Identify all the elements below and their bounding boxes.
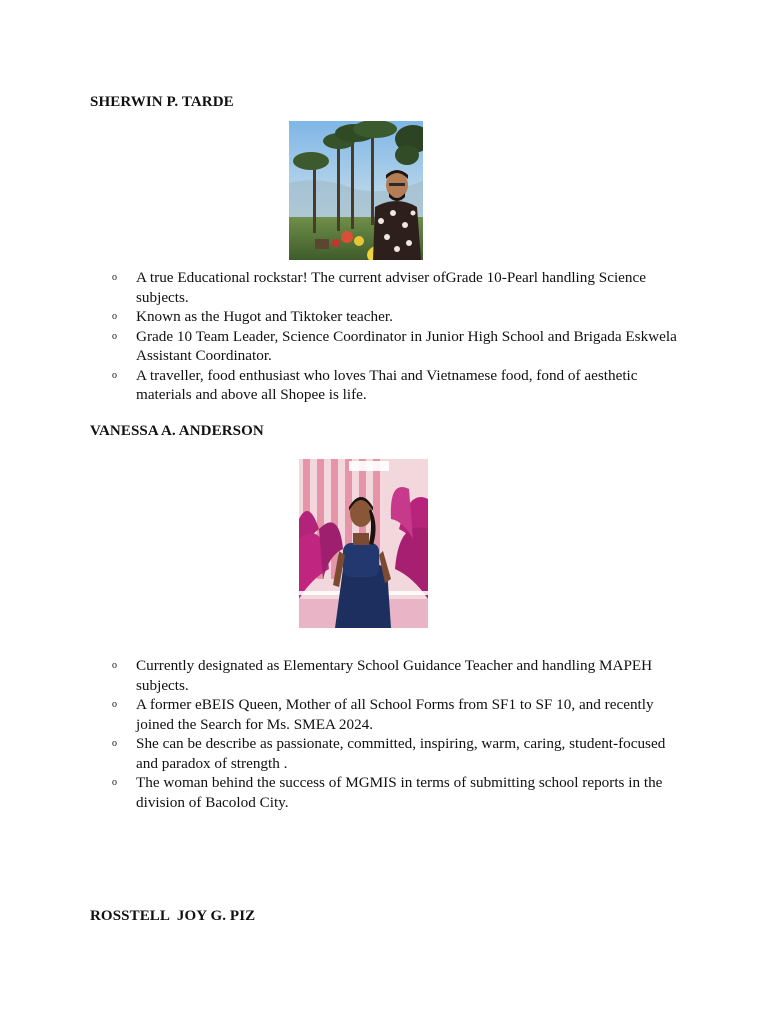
bullet-item: o Grade 10 Team Leader, Science Coordinator in Junior High School and Brigada Eskwela Assistant Coordinator. bbox=[112, 327, 677, 364]
hollow-circle-bullet-icon: o bbox=[112, 738, 117, 749]
hollow-circle-bullet-icon: o bbox=[112, 369, 117, 381]
bullet-item: o Known as the Hugot and Tiktoker teacher. bbox=[112, 308, 393, 325]
profile-photo-vanessa bbox=[299, 459, 428, 628]
hollow-circle-bullet-icon: o bbox=[112, 699, 117, 710]
hollow-circle-bullet-icon: o bbox=[112, 311, 117, 322]
hollow-circle-bullet-icon: o bbox=[112, 660, 117, 671]
hollow-circle-bullet-icon: o bbox=[112, 777, 117, 788]
bullet-item: o A traveller, food enthusiast who loves Thai and Vietnamese food, fond of aesthetic materials and above all Shopee is life. bbox=[112, 366, 638, 403]
profile-photo-sherwin bbox=[289, 121, 423, 260]
bullet-item: o She can be describe as passionate, committed, inspiring, warm, caring, student-focused and paradox of strength . bbox=[112, 735, 666, 772]
bullet-item: o The woman behind the success of MGMIS in terms of submitting school reports in the division of Bacolod City. bbox=[112, 774, 663, 811]
profile-name-rosstell: ROSSTELL JOY G. PIZ bbox=[90, 908, 256, 924]
bullet-item: o Currently designated as Elementary School Guidance Teacher and handling MAPEH subjects. bbox=[112, 657, 653, 694]
bullet-item: o A former eBEIS Queen, Mother of all School Forms from SF1 to SF 10, and recently joined the Search for Ms. SMEA 2024. bbox=[112, 696, 654, 733]
profile-bullets-sherwin bbox=[112, 268, 687, 405]
hollow-circle-bullet-icon: o bbox=[112, 272, 117, 283]
hollow-circle-bullet-icon: o bbox=[112, 330, 117, 342]
profile-name-sherwin: SHERWIN P. TARDE bbox=[90, 94, 234, 110]
profile-bullets-vanessa bbox=[112, 656, 687, 812]
bullet-item: o A true Educational rockstar! The current adviser ofGrade 10-Pearl handling Science subjects. bbox=[112, 269, 646, 306]
profile-name-vanessa: VANESSA A. ANDERSON bbox=[90, 423, 264, 439]
